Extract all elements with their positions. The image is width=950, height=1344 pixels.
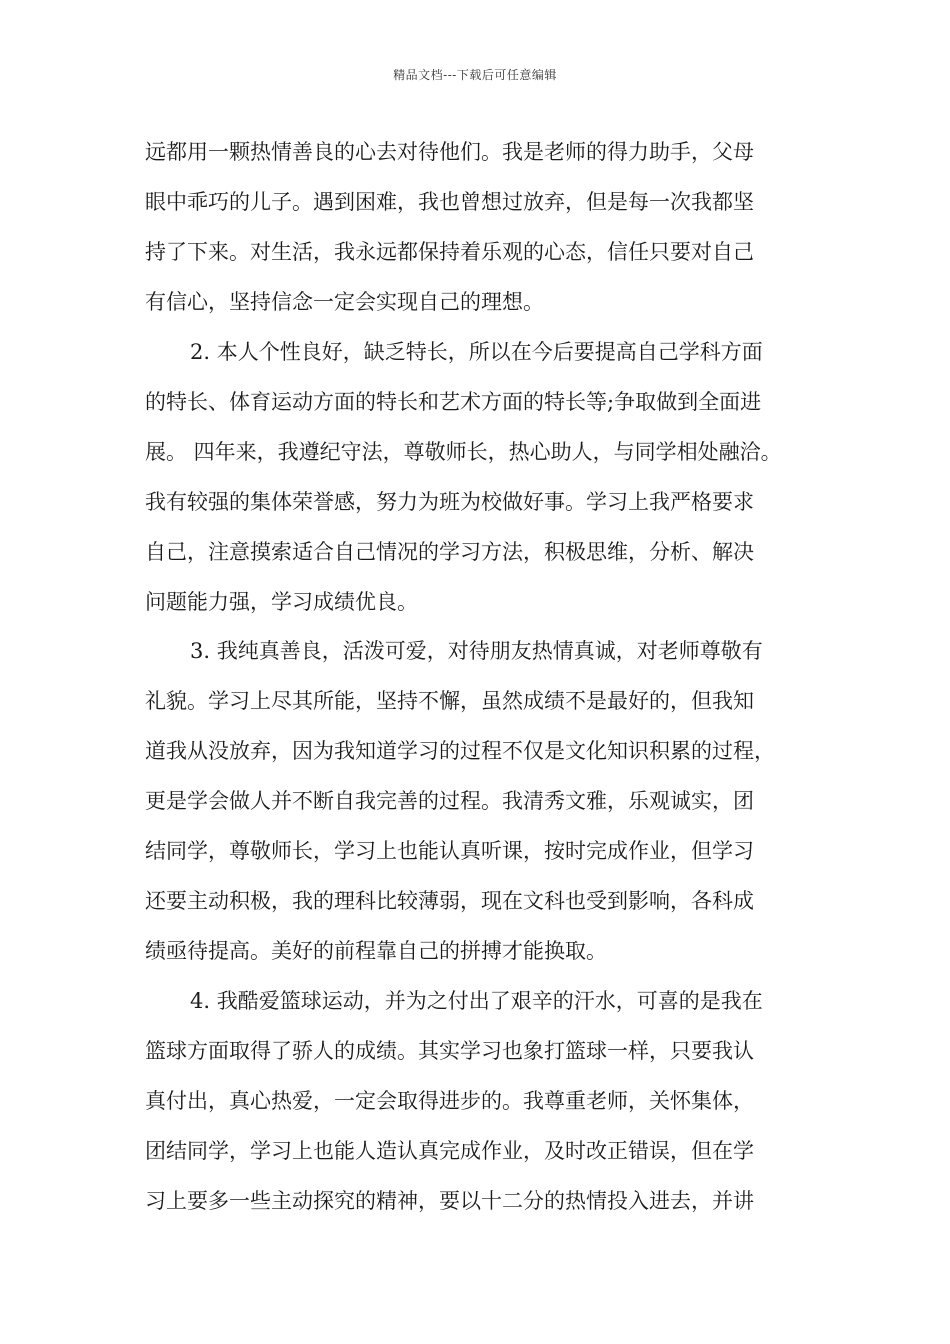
text-line: 3. 我纯真善良，活泼可爱，对待朋友热情真诚，对老师尊敬有 [190,639,763,663]
text-line: 远都用一颗热情善良的心去对待他们。我是老师的得力助手，父母 [145,140,754,164]
text-line: 问题能力强，学习成绩优良。 [145,590,418,614]
text-line: 真付出，真心热爱，一定会取得进步的。我尊重老师，关怀集体， [145,1089,754,1113]
text-line: 眼中乖巧的儿子。遇到困难，我也曾想过放弃，但是每一次我都坚 [145,190,754,214]
page-header: 精品文档---下载后可任意编辑 [393,68,557,82]
text-line: 有信心，坚持信念一定会实现自己的理想。 [145,290,544,314]
text-line: 2. 本人个性良好，缺乏特长，所以在今后要提高自己学科方面 [190,340,763,364]
text-line: 我有较强的集体荣誉感，努力为班为校做好事。学习上我严格要求 [145,490,754,514]
text-line: 自己，注意摸索适合自己情况的学习方法，积极思维，分析、解决 [145,540,754,564]
text-line: 更是学会做人并不断自我完善的过程。我清秀文雅，乐观诚实，团 [145,789,754,813]
text-line: 篮球方面取得了骄人的成绩。其实学习也象打篮球一样，只要我认 [145,1039,754,1063]
text-line: 道我从没放弃，因为我知道学习的过程不仅是文化知识积累的过程， [145,739,775,763]
text-line: 4. 我酷爱篮球运动，并为之付出了艰辛的汗水，可喜的是我在 [190,989,763,1013]
text-line: 习上要多一些主动探究的精神，要以十二分的热情投入进去，并讲 [145,1189,754,1213]
text-line: 绩亟待提高。美好的前程靠自己的拼搏才能换取。 [145,939,607,963]
text-line: 展。 四年来，我遵纪守法，尊敬师长，热心助人，与同学相处融洽。 [145,440,782,464]
text-line: 的特长、体育运动方面的特长和艺术方面的特长等;争取做到全面进 [145,390,762,414]
text-line: 持了下来。对生活，我永远都保持着乐观的心态，信任只要对自己 [145,240,754,264]
text-line: 礼貌。学习上尽其所能，坚持不懈，虽然成绩不是最好的，但我知 [145,689,754,713]
text-line: 结同学，尊敬师长，学习上也能认真听课，按时完成作业，但学习 [145,839,754,863]
text-line: 团结同学，学习上也能人造认真完成作业，及时改正错误，但在学 [145,1139,754,1163]
text-line: 还要主动积极，我的理科比较薄弱，现在文科也受到影响，各科成 [145,889,754,913]
